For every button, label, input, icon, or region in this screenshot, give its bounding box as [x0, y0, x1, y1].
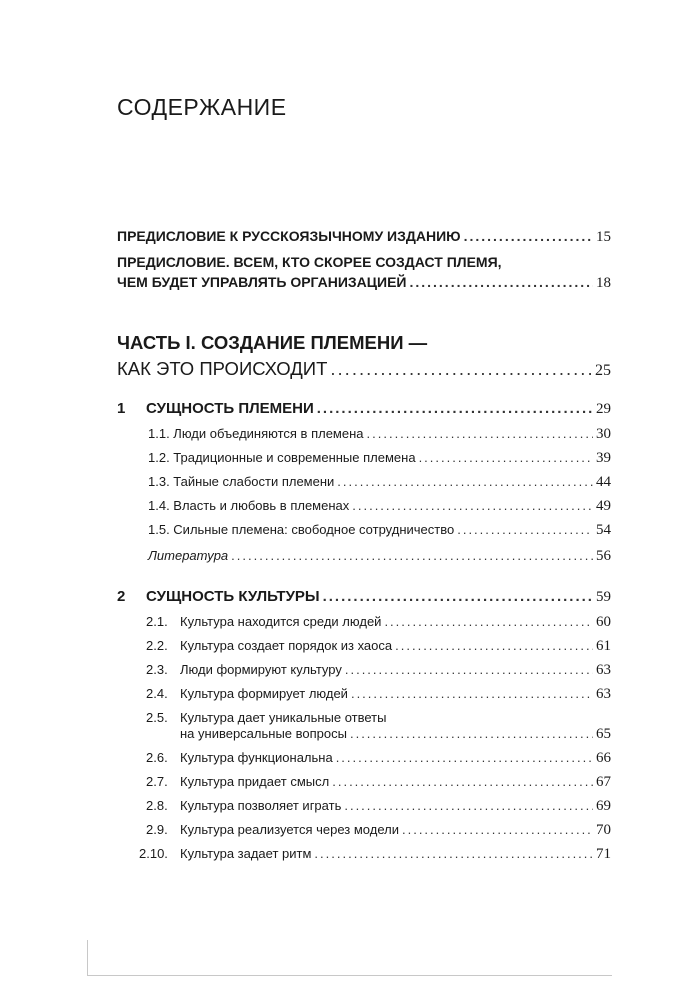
section-title: 1.4. Власть и любовь в племенах: [148, 498, 350, 513]
toc-entry-section[interactable]: [180, 822, 611, 839]
toc-entry-page: 25: [595, 362, 611, 379]
dot-leader: [317, 400, 593, 417]
toc-entry-page: 59: [596, 589, 611, 605]
toc-entry-section[interactable]: [148, 426, 611, 443]
toc-entry-page: 56: [596, 548, 611, 564]
section-title: 1.2. Традиционные и современные племена: [148, 450, 416, 465]
toc-entry-page: 67: [596, 774, 611, 790]
dot-leader: [332, 774, 593, 789]
toc-entry-label: ПРЕДИСЛОВИЕ К РУССКОЯЗЫЧНОМУ ИЗДАНИЮ: [117, 228, 461, 244]
dot-leader: [314, 846, 593, 861]
toc-entry-section[interactable]: [180, 614, 611, 631]
section-title: Культура задает ритм: [180, 846, 312, 861]
toc-entry-section[interactable]: [180, 726, 611, 743]
toc-entry-section[interactable]: [148, 450, 611, 467]
toc-entry-section[interactable]: [180, 846, 611, 863]
chapter-number: 2: [117, 588, 126, 605]
section-number: 2.3.: [146, 662, 168, 677]
section-number: 2.9.: [146, 822, 168, 837]
toc-entry-page: 63: [596, 662, 611, 678]
toc-entry-section[interactable]: [180, 638, 611, 655]
toc-entry-page: 44: [596, 474, 611, 490]
dot-leader: [464, 228, 593, 244]
toc-entry-preface-line1: ПРЕДИСЛОВИЕ. ВСЕМ, КТО СКОРЕЕ СОЗДАСТ ПЛЕМЯ,: [117, 254, 502, 270]
section-number: 2.1.: [146, 614, 168, 629]
page-title: СОДЕРЖАНИЕ: [117, 94, 287, 120]
toc-entry-section[interactable]: [180, 662, 611, 679]
toc-entry-page: 71: [596, 846, 611, 862]
section-title: 1.1. Люди объединяются в племена: [148, 426, 364, 441]
toc-entry-part1[interactable]: [117, 358, 611, 380]
section-title: Культура позволяет играть: [180, 798, 342, 813]
section-title-line1: Культура дает уникальные ответы: [180, 710, 387, 725]
section-title: 1.3. Тайные слабости племени: [148, 474, 335, 489]
toc-entry-section[interactable]: [180, 686, 611, 703]
dot-leader: [409, 274, 593, 290]
literature-label: Литература: [148, 548, 229, 563]
dot-leader: [457, 522, 593, 537]
dot-leader: [344, 798, 593, 813]
toc-entry-label: ЧЕМ БУДЕТ УПРАВЛЯТЬ ОРГАНИЗАЦИЕЙ: [117, 274, 407, 290]
dot-leader: [367, 426, 593, 441]
dot-leader: [323, 588, 593, 605]
toc-entry-page: 18: [596, 275, 611, 291]
toc-entry-section[interactable]: [180, 750, 611, 767]
page-edge-bottom: [87, 975, 612, 976]
section-title: Культура находится среди людей: [180, 614, 382, 629]
toc-entry-page: 63: [596, 686, 611, 702]
section-number: 2.8.: [146, 798, 168, 813]
dot-leader: [384, 614, 593, 629]
toc-entry-section[interactable]: [180, 774, 611, 791]
toc-entry-page: 61: [596, 638, 611, 654]
toc-entry-section[interactable]: [148, 474, 611, 491]
dot-leader: [336, 750, 593, 765]
section-title: Культура формирует людей: [180, 686, 348, 701]
section-number: 2.7.: [146, 774, 168, 789]
section-title: Культура создает порядок из хаоса: [180, 638, 393, 653]
dot-leader: [352, 498, 593, 513]
dot-leader: [231, 548, 593, 563]
section-title: Люди формируют культуру: [180, 662, 342, 677]
toc-entry-page: 29: [596, 401, 611, 417]
dot-leader: [330, 358, 592, 380]
toc-entry-page: 60: [596, 614, 611, 630]
toc-entry-chapter2[interactable]: [146, 588, 611, 606]
toc-entry-preface-tribe[interactable]: [117, 274, 611, 292]
toc-entry-section[interactable]: [148, 522, 611, 539]
dot-leader: [337, 474, 593, 489]
section-title: 1.5. Сильные племена: свободное сотрудничество: [148, 522, 455, 537]
section-title: на универсальные вопросы: [180, 726, 347, 741]
toc-entry-page: 39: [596, 450, 611, 466]
toc-entry-page: 54: [596, 522, 611, 538]
page-edge-left: [87, 940, 88, 976]
section-title: Культура придает смысл: [180, 774, 330, 789]
section-number: 2.4.: [146, 686, 168, 701]
dot-leader: [395, 638, 593, 653]
chapter-title: СУЩНОСТЬ КУЛЬТУРЫ: [146, 588, 320, 605]
section-number: 2.5.: [146, 710, 168, 725]
toc-entry-page: 65: [596, 726, 611, 742]
toc-entry-page: 70: [596, 822, 611, 838]
chapter-title: СУЩНОСТЬ ПЛЕМЕНИ: [146, 400, 314, 417]
toc-entry-preface-russian[interactable]: [117, 228, 611, 246]
toc-entry-page: 30: [596, 426, 611, 442]
toc-entry-page: 66: [596, 750, 611, 766]
toc-entry-section[interactable]: [180, 798, 611, 815]
part-heading-line2: КАК ЭТО ПРОИСХОДИТ: [117, 358, 328, 379]
section-title: Культура функциональна: [180, 750, 333, 765]
toc-entry-chapter1[interactable]: [146, 400, 611, 418]
dot-leader: [351, 686, 593, 701]
chapter-number: 1: [117, 400, 126, 417]
section-number: 2.10.: [139, 846, 168, 861]
section-title: Культура реализуется через модели: [180, 822, 399, 837]
toc-entry-section[interactable]: [148, 498, 611, 515]
toc-entry-page: 49: [596, 498, 611, 514]
section-number: 2.6.: [146, 750, 168, 765]
toc-entry-page: 69: [596, 798, 611, 814]
part-heading-line1: ЧАСТЬ I. СОЗДАНИЕ ПЛЕМЕНИ —: [117, 332, 428, 353]
dot-leader: [419, 450, 593, 465]
toc-entry-page: 15: [596, 229, 611, 245]
dot-leader: [345, 662, 593, 677]
dot-leader: [350, 726, 593, 741]
section-number: 2.2.: [146, 638, 168, 653]
toc-entry-literature[interactable]: [148, 548, 611, 565]
dot-leader: [402, 822, 593, 837]
